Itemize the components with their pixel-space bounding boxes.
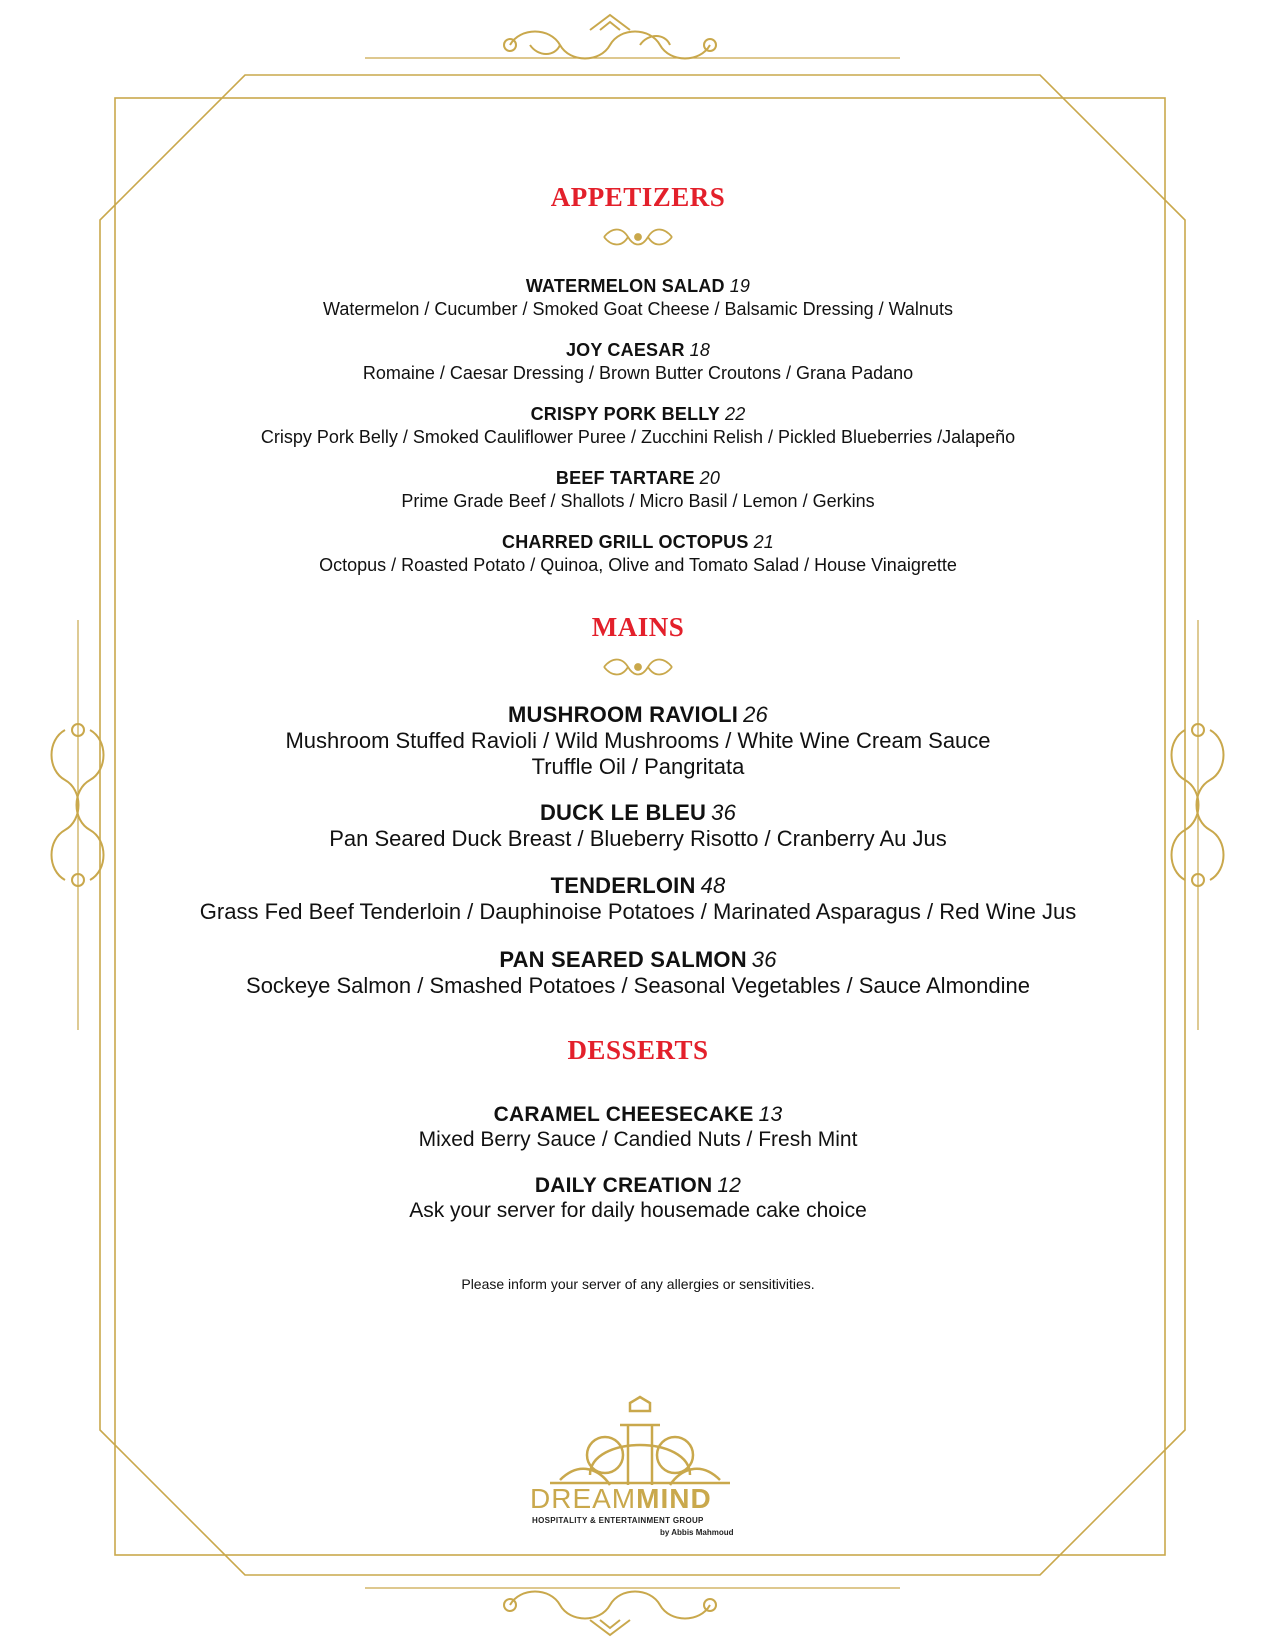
menu-item: [150, 1102, 1126, 1152]
bottom-flourish-ornament: [365, 1588, 900, 1635]
section-title-desserts: DESSERTS: [567, 1035, 709, 1065]
item-price: 22: [725, 404, 746, 424]
item-price: 21: [753, 532, 774, 552]
item-description: Mushroom Stuffed Ravioli / Wild Mushrooms / White Wine Cream Sauce: [285, 728, 991, 753]
item-price: 20: [699, 468, 721, 488]
top-flourish-ornament: [365, 15, 900, 59]
item-name: CRISPY PORK BELLY: [530, 404, 721, 424]
section-title-mains: MAINS: [591, 612, 685, 642]
item-description: Pan Seared Duck Breast / Blueberry Risotto / Cranberry Au Jus: [329, 826, 947, 851]
item-price: 19: [729, 276, 751, 296]
item-name: PAN SEARED SALMON: [499, 947, 747, 972]
menu-item: [150, 339, 1126, 385]
item-price: 18: [689, 340, 711, 360]
section-desserts: [150, 1033, 1126, 1067]
item-price: 36: [751, 947, 777, 972]
item-description: Grass Fed Beef Tenderloin / Dauphinoise Potatoes / Marinated Asparagus / Red Wine Jus: [199, 899, 1077, 924]
menu-item: [150, 531, 1126, 577]
item-description: Sockeye Salmon / Smashed Potatoes / Seasonal Vegetables / Sauce Almondine: [246, 973, 1030, 998]
logo-wordmark: [530, 1483, 712, 1515]
item-name: WATERMELON SALAD: [525, 276, 725, 296]
item-price: 12: [717, 1174, 742, 1197]
menu-item: [150, 275, 1126, 321]
menu-item: [150, 403, 1126, 449]
section-divider-ornament: [600, 654, 676, 680]
item-name: CARAMEL CHEESECAKE: [493, 1103, 754, 1126]
logo-byline: by Abbis Mahmoud: [660, 1528, 734, 1537]
item-description: Romaine / Caesar Dressing / Brown Butter Croutons / Grana Padano: [362, 363, 914, 383]
item-description: Ask your server for daily housemade cake choice: [409, 1199, 867, 1222]
item-name: DAILY CREATION: [534, 1174, 713, 1197]
logo-word-light: DREAM: [530, 1483, 637, 1514]
left-flourish-ornament: [52, 620, 104, 1030]
item-name: CHARRED GRILL OCTOPUS: [502, 532, 749, 552]
menu-item: [150, 702, 1126, 780]
right-flourish-ornament: [1172, 620, 1224, 1030]
item-name: DUCK LE BLEU: [539, 800, 707, 825]
item-name: JOY CAESAR: [565, 340, 685, 360]
logo-word-bold: MIND: [636, 1483, 712, 1514]
menu-item: [150, 947, 1126, 999]
menu-item: [150, 800, 1126, 852]
menu-item: [150, 873, 1126, 925]
item-description: Prime Grade Beef / Shallots / Micro Basil / Lemon / Gerkins: [401, 491, 875, 511]
menu-item: [150, 467, 1126, 513]
item-name: MUSHROOM RAVIOLI: [508, 702, 739, 727]
allergy-note: Please inform your server of any allergies or sensitivities.: [461, 1276, 815, 1292]
item-name: TENDERLOIN: [550, 873, 696, 898]
item-price: 26: [743, 702, 768, 727]
item-description: Crispy Pork Belly / Smoked Cauliflower Puree / Zucchini Relish / Pickled Blueberries /Jalapeño: [260, 427, 1016, 447]
section-mains: [150, 610, 1126, 680]
item-description-line-2: Truffle Oil / Pangritata: [531, 754, 745, 779]
item-description: Octopus / Roasted Potato / Quinoa, Olive and Tomato Salad / House Vinaigrette: [319, 555, 957, 575]
logo-tagline: HOSPITALITY & ENTERTAINMENT GROUP: [532, 1516, 704, 1525]
menu-item: [150, 1173, 1126, 1223]
item-price: 13: [758, 1103, 783, 1126]
section-divider-ornament: [600, 224, 676, 250]
section-title-appetizers: APPETIZERS: [550, 182, 726, 212]
item-description: Watermelon / Cucumber / Smoked Goat Cheese / Balsamic Dressing / Walnuts: [323, 299, 953, 319]
item-name: BEEF TARTARE: [555, 468, 695, 488]
item-description: Mixed Berry Sauce / Candied Nuts / Fresh Mint: [418, 1128, 858, 1151]
item-price: 36: [711, 800, 737, 825]
item-price: 48: [700, 873, 726, 898]
section-appetizers: [150, 180, 1126, 250]
